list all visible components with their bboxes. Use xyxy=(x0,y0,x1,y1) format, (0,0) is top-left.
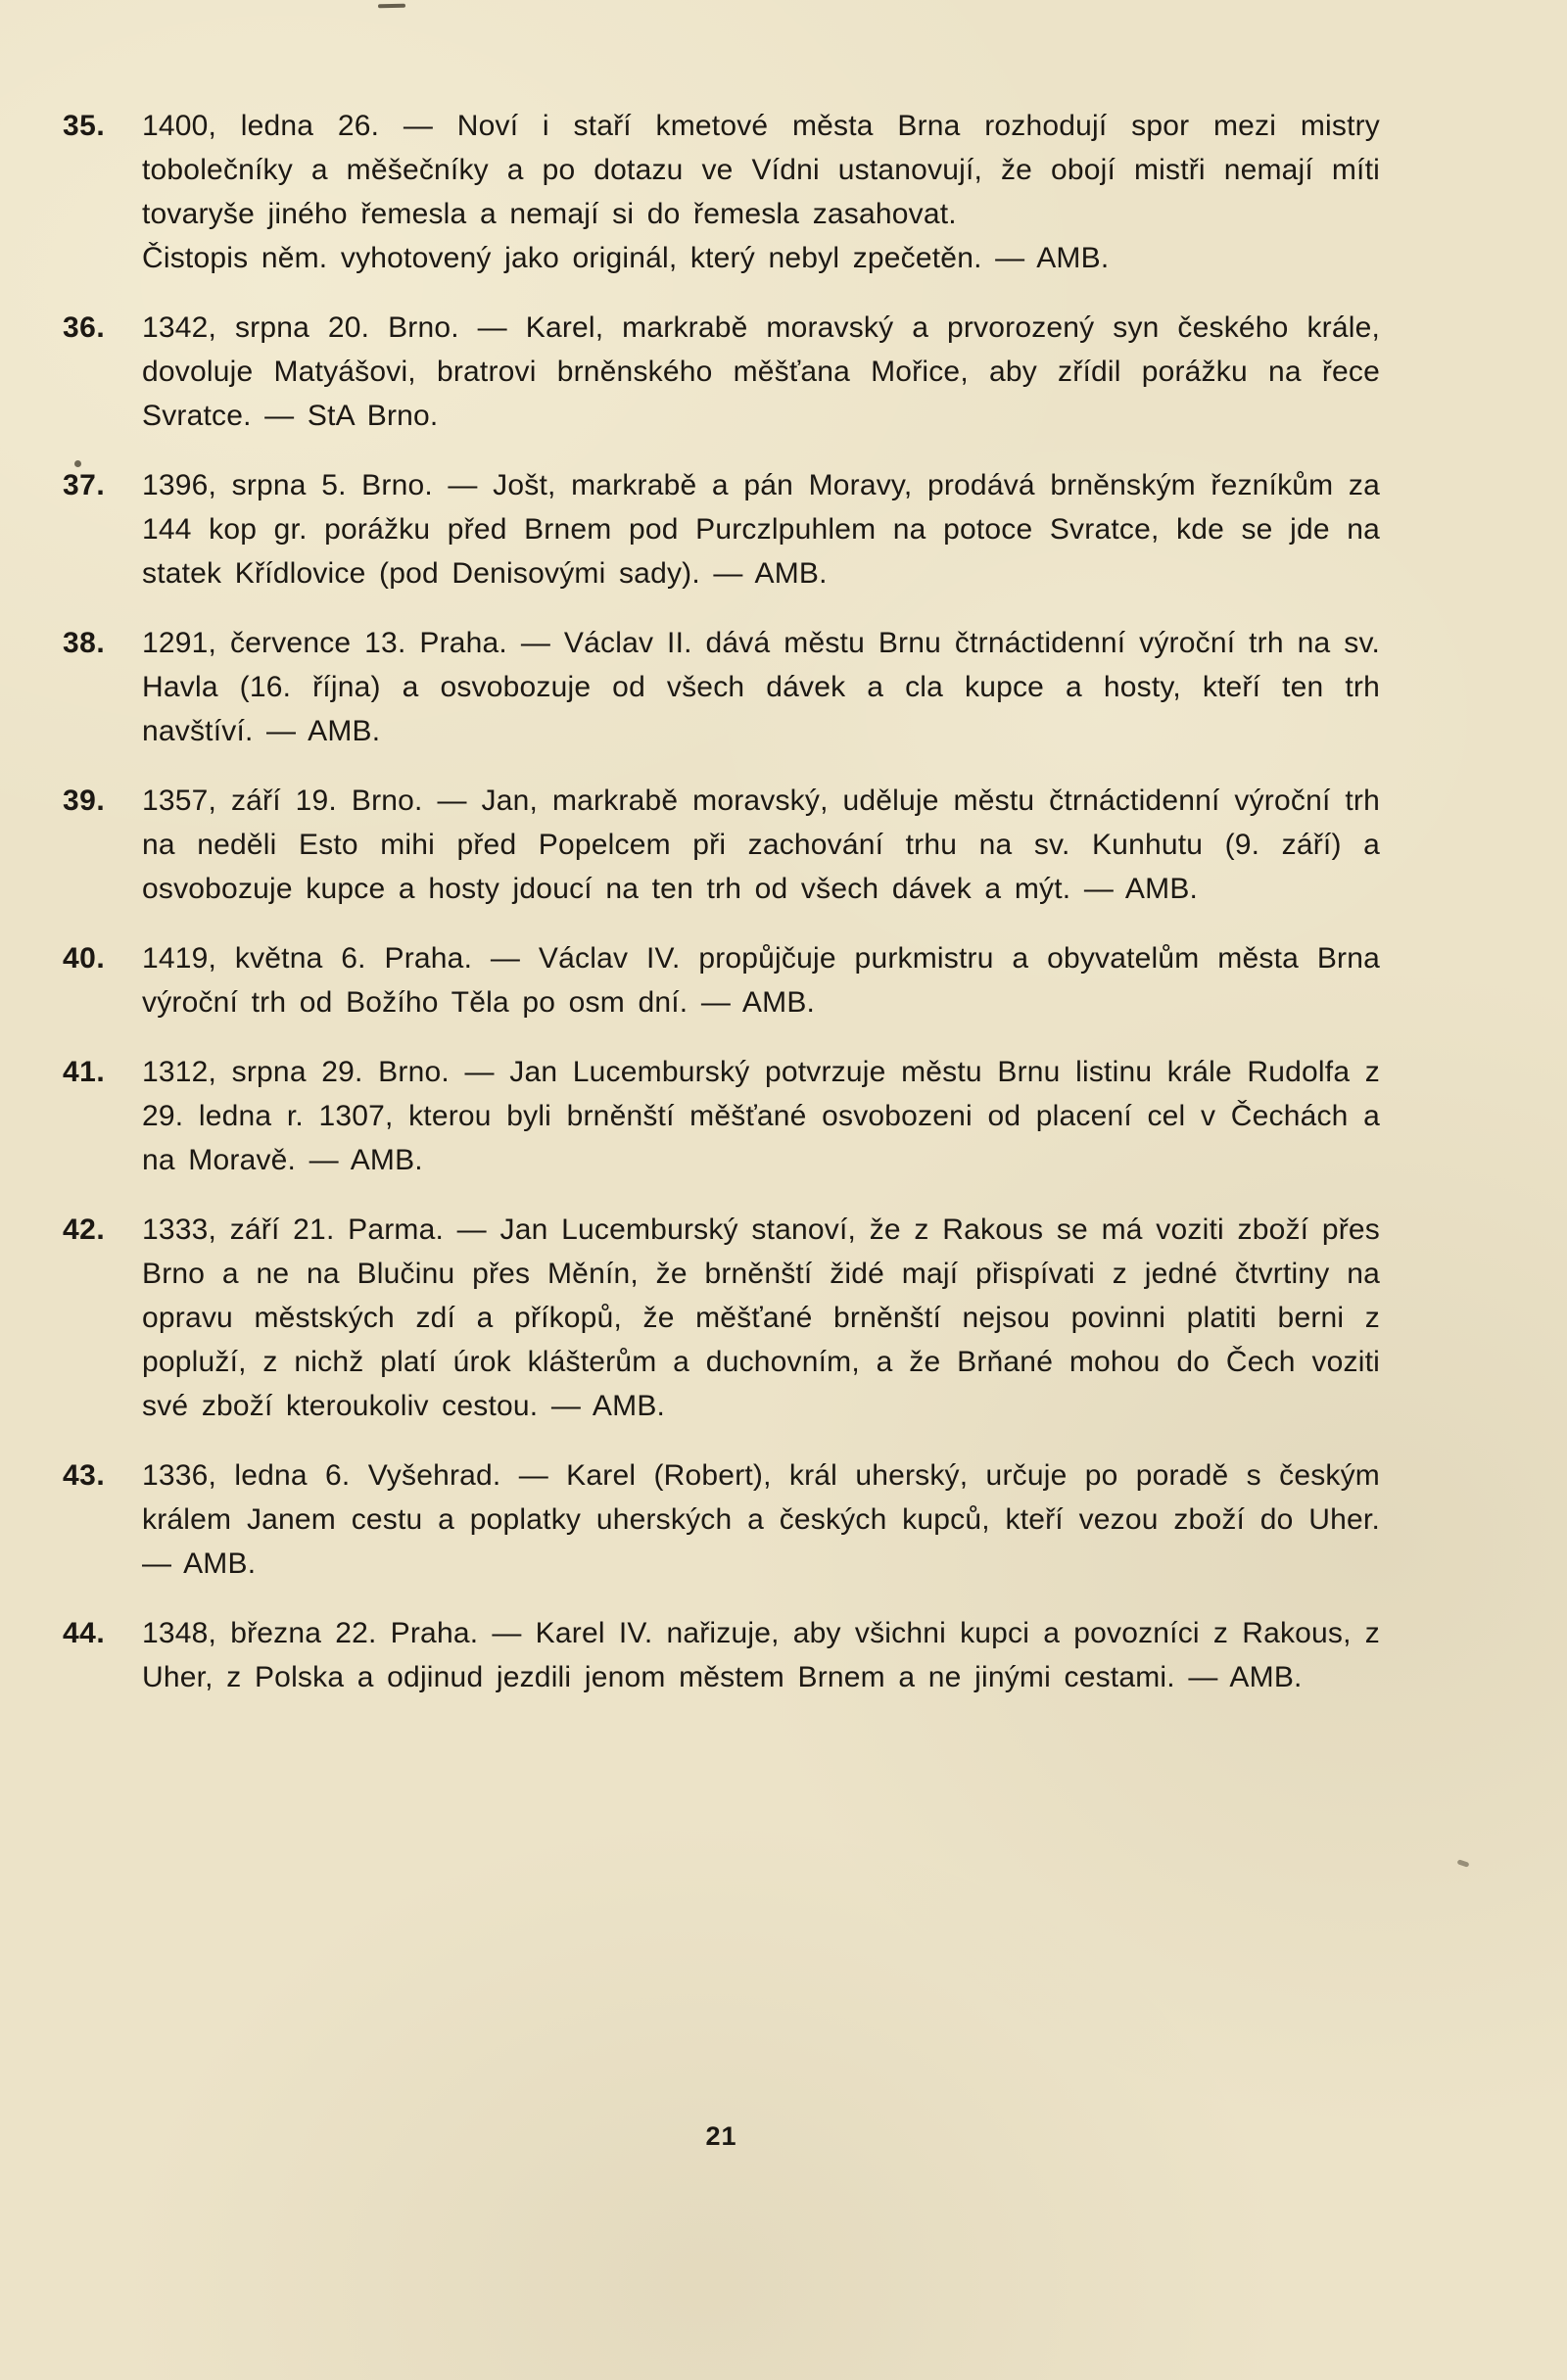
stray-mark xyxy=(1457,1859,1470,1867)
entry-number: 43. xyxy=(63,1459,106,1492)
entry-body xyxy=(142,463,1380,595)
list-item xyxy=(63,621,1380,753)
entry-text: 1291, července 13. Praha. — Václav II. dává městu Brnu čtrnáctidenní výroční trh na sv. Havla (16. října) a osvobozuje od všech dávek a cla kupce a hosty, kteří ten trh navštíví. — AMB. xyxy=(142,627,1380,747)
entry-body xyxy=(142,779,1380,911)
entry-note: Čistopis něm. vyhotovený jako originál, který nebyl zpečetěn. — AMB. xyxy=(142,242,1110,274)
entry-body xyxy=(142,104,1380,280)
list-item xyxy=(63,463,1380,595)
entry-body xyxy=(142,1453,1380,1586)
list-item xyxy=(63,779,1380,911)
list-item xyxy=(63,306,1380,438)
entry-body xyxy=(142,936,1380,1024)
list-item xyxy=(63,1208,1380,1428)
entry-number: 40. xyxy=(63,942,106,975)
entry-number: 44. xyxy=(63,1617,106,1649)
entry-text: 1342, srpna 20. Brno. — Karel, markrabě moravský a prvorozený syn českého krále, dovoluje Matyášovi, bratrovi brněnského měšťana Mořice, aby zřídil porážku na řece Svratce. — StA Brno. xyxy=(142,311,1380,432)
entry-body xyxy=(142,1208,1380,1428)
entry-text: 1348, března 22. Praha. — Karel IV. nařizuje, aby všichni kupci a povozníci z Rakous, z Uher, z Polska a odjinud jezdili jenom městem Brnem a ne jinými cestami. — AMB. xyxy=(142,1617,1380,1693)
entry-body xyxy=(142,1050,1380,1182)
stray-mark xyxy=(378,4,405,8)
list-item xyxy=(63,104,1380,280)
list-item xyxy=(63,1453,1380,1586)
entry-number: 36. xyxy=(63,311,106,344)
page-number: 21 xyxy=(705,2121,737,2151)
entry-text: 1336, ledna 6. Vyšehrad. — Karel (Robert), král uherský, určuje po poradě s českým králem Janem cestu a poplatky uherských a českých kupců, kteří vezou zboží do Uher. — AMB. xyxy=(142,1459,1380,1580)
entry-text: 1400, ledna 26. — Noví i staří kmetové města Brna rozhodují spor mezi mistry tobolečníky a měšečníky a po dotazu ve Vídni ustanovují, že obojí mistři nemají míti tovaryše jiného řemesla a nemají si do řemesla zasahovat. xyxy=(142,110,1380,230)
entry-text: 1312, srpna 29. Brno. — Jan Lucemburský potvrzuje městu Brnu listinu krále Rudolfa z 29. ledna r. 1307, kterou byli brněnští měšťané osvobozeni od placení cel v Čechách a na Moravě. — AMB. xyxy=(142,1056,1380,1176)
entry-body xyxy=(142,1611,1380,1699)
entry-text: 1419, května 6. Praha. — Václav IV. propůjčuje purkmistru a obyvatelům města Brna výroční trh od Božího Těla po osm dní. — AMB. xyxy=(142,942,1380,1019)
entry-number: 42. xyxy=(63,1214,106,1246)
list-item xyxy=(63,1611,1380,1699)
entry-text: 1333, září 21. Parma. — Jan Lucemburský stanoví, že z Rakous se má voziti zboží přes Brno a ne na Blučinu přes Měnín, že brněnští židé mají přispívati z jedné čtvrtiny na opravu městských zdí a příkopů, že měšťané brněnští nejsou povinni platiti berni z popluží, z nichž platí úrok klášterům a duchovním, a že Brňané mohou do Čech voziti své zboží kteroukoliv cestou. — AMB. xyxy=(142,1214,1380,1422)
list-item xyxy=(63,1050,1380,1182)
entry-text: 1396, srpna 5. Brno. — Jošt, markrabě a pán Moravy, prodává brněnským řezníkům za 144 kop gr. porážku před Brnem pod Purczlpuhlem na potoce Svratce, kde se jde na statek Křídlovice (pod Denisovými sady). — AMB. xyxy=(142,469,1380,590)
entry-body xyxy=(142,306,1380,438)
entry-text: 1357, září 19. Brno. — Jan, markrabě moravský, uděluje městu čtrnáctidenní výroční trh na neděli Esto mihi před Popelcem při zachování trhu na sv. Kunhutu (9. září) a osvobozuje kupce a hosty jdoucí na ten trh od všech dávek a mýt. — AMB. xyxy=(142,785,1380,905)
entry-list xyxy=(63,104,1380,1725)
list-item xyxy=(63,936,1380,1024)
entry-number: 41. xyxy=(63,1056,106,1088)
entry-number: 37. xyxy=(63,469,106,501)
entry-body xyxy=(142,621,1380,753)
entry-number: 39. xyxy=(63,785,106,817)
entry-number: 35. xyxy=(63,110,106,142)
entry-number: 38. xyxy=(63,627,106,659)
